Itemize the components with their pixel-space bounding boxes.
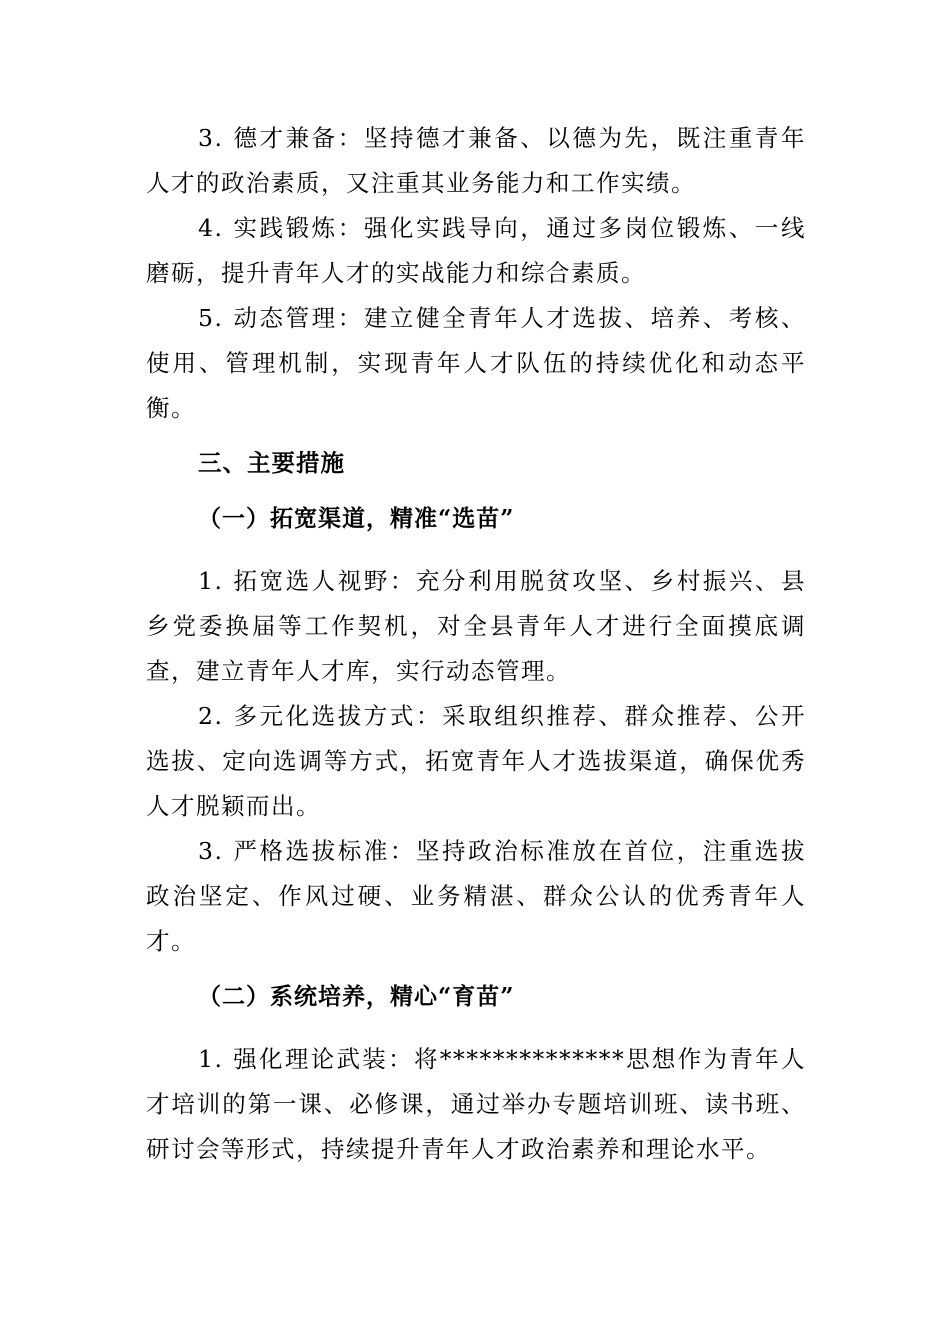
paragraph-measure-1-1: 1. 拓宽选人视野：充分利用脱贫攻坚、乡村振兴、县乡党委换届等工作契机，对全县青年人才进行全面摸底调查，建立青年人才库，实行动态管理。 [146, 567, 806, 685]
paragraph-measure-2-1: 1. 强化理论武装：将**************思想作为青年人才培训的第一课、必修课，通过举办专题培训班、读书班、研讨会等形式，持续提升青年人才政治素养和理论水平。 [146, 1045, 806, 1163]
paragraph-measure-1-3: 3. 严格选拔标准：坚持政治标准放在首位，注重选拔政治坚定、作风过硬、业务精湛、群众公认的优秀青年人才。 [146, 837, 806, 955]
subsection-one-title: （一）拓宽渠道，精准“选苗” [198, 505, 515, 532]
subsection-two-title: （二）系统培养，精心“育苗” [198, 983, 515, 1010]
paragraph-principle-4: 4. 实践锻炼：强化实践导向，通过多岗位锻炼、一线磨砺，提升青年人才的实战能力和综合素质。 [146, 214, 806, 287]
document-page [146, 116, 806, 1172]
paragraph-principle-3: 3. 德才兼备：坚持德才兼备、以德为先，既注重青年人才的政治素质，又注重其业务能力和工作实绩。 [146, 124, 806, 197]
section-heading: 三、主要措施 [198, 449, 345, 477]
paragraph-measure-1-2: 2. 多元化选拔方式：采取组织推荐、群众推荐、公开选拔、定向选调等方式，拓宽青年人才选拔渠道，确保优秀人才脱颖而出。 [146, 702, 806, 820]
paragraph-principle-5: 5. 动态管理：建立健全青年人才选拔、培养、考核、使用、管理机制，实现青年人才队伍的持续优化和动态平衡。 [146, 304, 806, 422]
